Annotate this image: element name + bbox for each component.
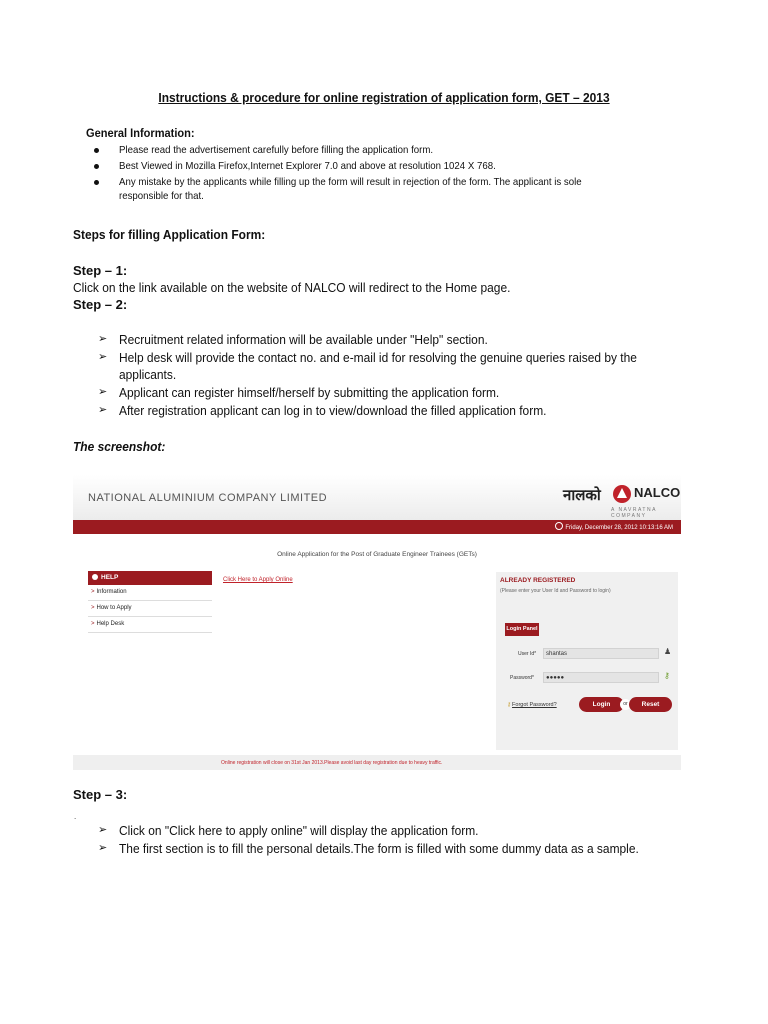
list-item: ➢ Applicant can register himself/herself by submitting the application form. [98,385,500,400]
step-2-heading: Step – 2: [73,297,128,312]
nalco-mark-icon [613,485,631,503]
logo-tagline: A NAVRATNA COMPANY [611,507,657,519]
step-3-list [98,822,688,858]
list-item: ➢ After registration applicant can log in to view/download the filled application form. [98,403,547,418]
menu-item-help-desk[interactable]: > Help Desk [88,617,212,633]
chevron-right-icon: > [91,605,95,611]
clock-icon [555,522,563,530]
forgot-password-link[interactable]: ⚷Forgot Password? [507,702,557,708]
steps-heading: Steps for filling Application Form: [73,227,266,242]
already-registered-note: (Please enter your User Id and Password to login) [500,588,611,594]
arrow-bullet-icon: ➢ [98,333,108,345]
bullet-icon [94,148,99,153]
list-item-continuation: applicants. [119,367,177,382]
screenshot-heading: The screenshot: [73,439,166,454]
general-information-heading: General Information: [86,126,195,140]
logo-hindi-text: नालको [563,487,601,504]
list-item-continuation: responsible for that. [119,190,204,202]
document-title: Instructions & procedure for online registration of application form, GET – 2013 [158,90,610,105]
embedded-screenshot [73,475,681,770]
bullet-icon [94,164,99,169]
notice-bar [73,755,681,770]
nalco-logo [563,481,681,519]
logo-english-text: NALCO [634,485,681,500]
key-icon: ⚷ [664,671,670,680]
arrow-bullet-icon: ➢ [98,386,108,398]
menu-item-how-to-apply[interactable]: > How to Apply [88,601,212,617]
login-box [496,572,678,750]
user-id-label: User Id* [518,651,537,657]
step-2-list [98,331,688,420]
site-redbar [73,520,681,534]
bullet-icon [94,180,99,185]
page-heading: Online Application for the Post of Graduate Engineer Trainees (GETs) [277,551,477,558]
list-item: Please read the advertisement carefully before filling the application form. [86,143,686,157]
company-name: NATIONAL ALUMINIUM COMPANY LIMITED [88,492,328,504]
login-panel-tab: Login Panel [505,623,539,636]
arrow-bullet-icon: ➢ [98,842,108,854]
user-id-input[interactable]: shantas [543,648,659,659]
or-separator: or [620,699,631,710]
site-header [73,475,681,520]
reset-button[interactable]: Reset [629,697,672,712]
menu-item-information[interactable]: > Information [88,585,212,601]
step-3-heading: Step – 3: [73,787,128,802]
datestamp: Friday, December 28, 2012 10:13:16 AM [555,522,673,531]
list-item: Best Viewed in Mozilla Firefox,Internet Explorer 7.0 and above at resolution 1024 X 768. [86,159,686,173]
step-1-heading: Step – 1: [73,263,128,278]
list-item: ➢ The first section is to fill the personal details.The form is filled with some dummy data as a sample. [98,841,639,856]
chevron-right-icon: > [91,589,95,595]
step-1-text: Click on the link available on the website of NALCO will redirect to the Home page. [73,280,511,295]
password-input[interactable]: ●●●●● [543,672,659,683]
apply-online-link[interactable]: Click Here to Apply Online [223,577,293,583]
list-item: ➢ Recruitment related information will be available under "Help" section. [98,332,488,347]
list-item: Any mistake by the applicants while filling up the form will result in rejection of the form. The applicant is sole [86,175,686,189]
list-item: ➢ Help desk will provide the contact no. and e-mail id for resolving the genuine queries raised by the [98,350,637,365]
password-label: Password* [510,675,534,681]
arrow-bullet-icon: ➢ [98,404,108,416]
help-menu-title: HELP [88,571,212,585]
help-menu [88,571,212,633]
chevron-right-icon: > [91,621,95,627]
login-button[interactable]: Login [579,697,624,712]
stray-dot: . [74,812,77,821]
user-icon: ♟ [664,647,672,656]
arrow-bullet-icon: ➢ [98,824,108,836]
registration-notice: Online registration will close on 31st Jan 2013.Please avoid last day registration due to heavy traffic. [221,760,443,766]
already-registered-heading: ALREADY REGISTERED [500,577,576,584]
help-icon [92,574,98,580]
key-icon: ⚷ [507,702,512,708]
list-item: ➢ Click on "Click here to apply online" will display the application form. [98,823,479,838]
arrow-bullet-icon: ➢ [98,351,108,363]
general-information-list [86,143,686,205]
